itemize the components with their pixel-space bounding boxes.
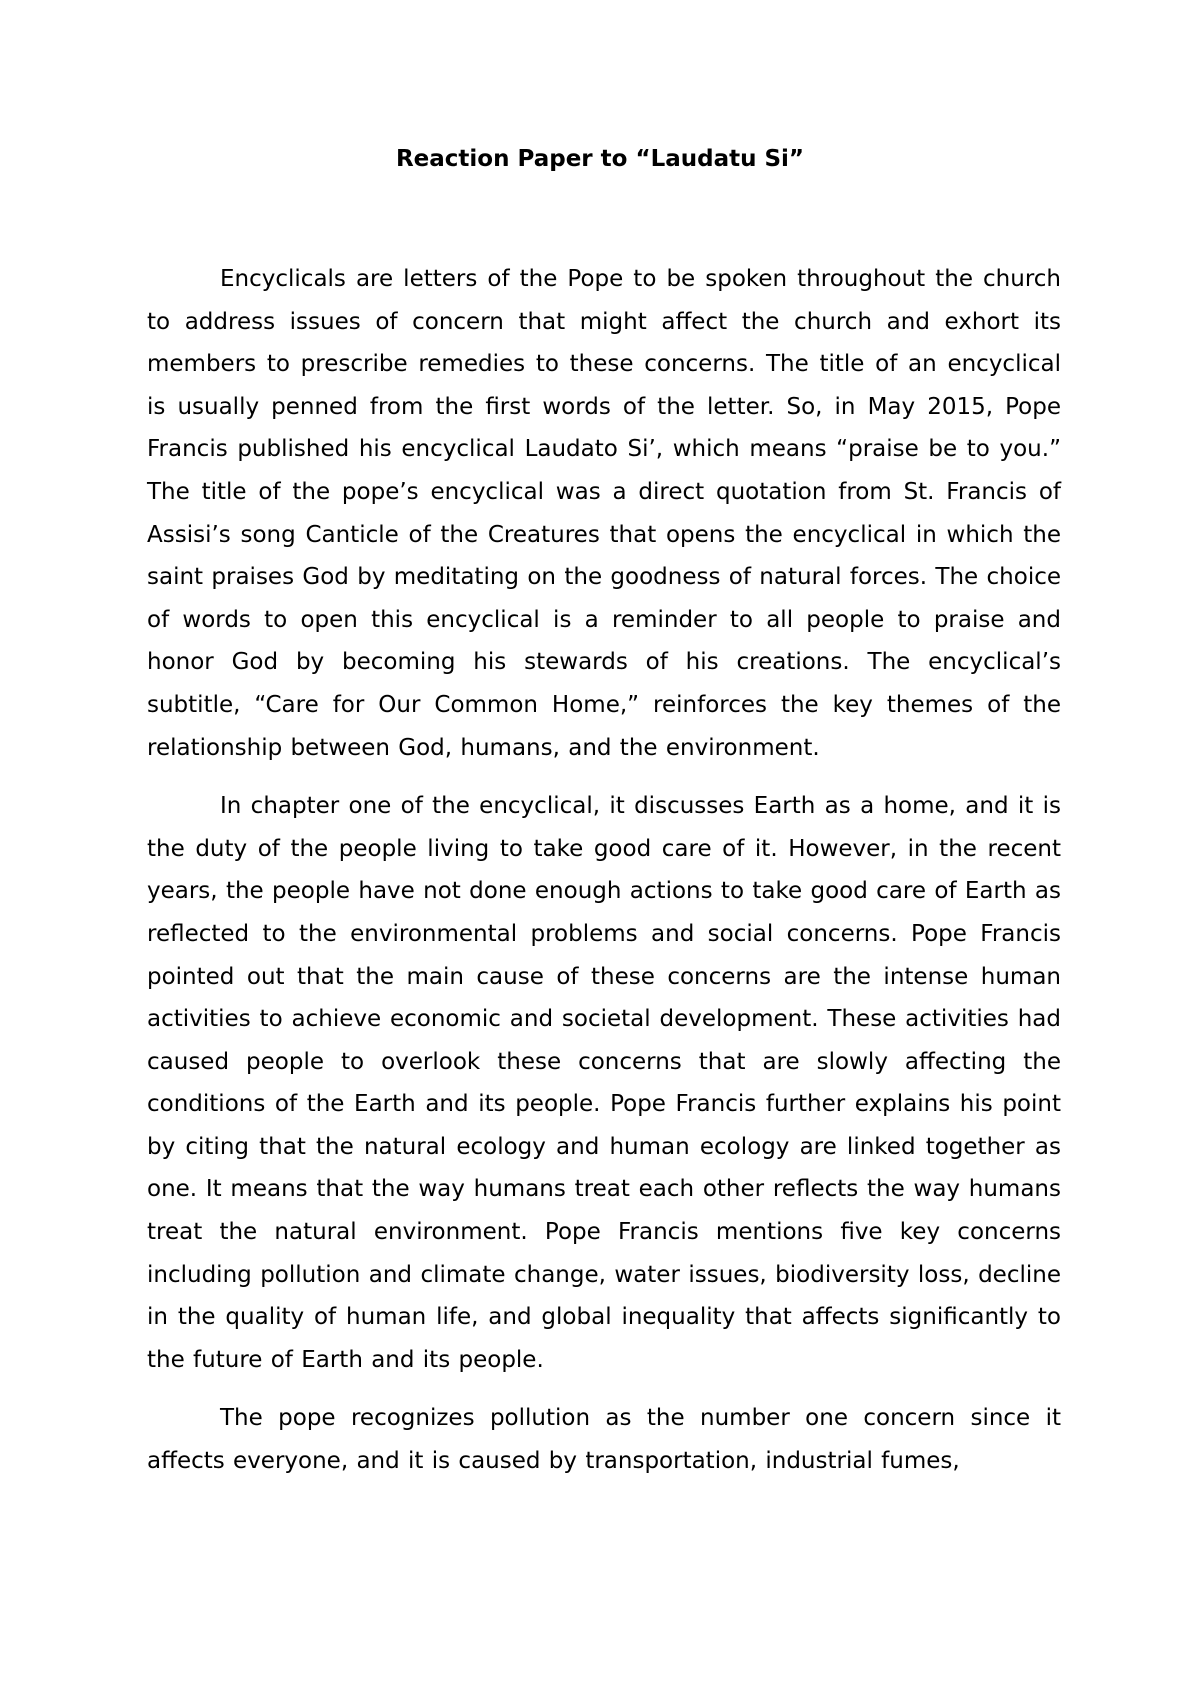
document-body [147, 258, 1061, 1499]
paragraph-encyclicals-intro: Encyclicals are letters of the Pope to be spoken throughout the church to address issues of concern that might affect the church and exhort its members to prescribe remedies to these concerns. The title of an encyclical is usually penned from the first words of the letter. So, in May 2015, Pope Francis published his encyclical Laudato Si’, which means “praise be to you.” The title of the pope’s encyclical was a direct quotation from St. Francis of Assisi’s song Canticle of the Creatures that opens the encyclical in which the saint praises God by meditating on the goodness of natural forces. The choice of words to open this encyclical is a reminder to all people to praise and honor God by becoming his stewards of his creations. The encyclical’s subtitle, “Care for Our Common Home,” reinforces the key themes of the relationship between God, humans, and the environment. [147, 266, 1061, 761]
paragraph-chapter-one: In chapter one of the encyclical, it discusses Earth as a home, and it is the duty of the people living to take good care of it. However, in the recent years, the people have not done enough actions to take good care of Earth as reflected to the environmental problems and social concerns. Pope Francis pointed out that the main cause of these concerns are the intense human activities to achieve economic and societal development. These activities had caused people to overlook these concerns that are slowly affecting the conditions of the Earth and its people. Pope Francis further explains his point by citing that the natural ecology and human ecology are linked together as one. It means that the way humans treat each other reflects the way humans treat the natural environment. Pope Francis mentions five key concerns including pollution and climate change, water issues, biodiversity loss, decline in the quality of human life, and global inequality that affects significantly to the future of Earth and its people. [147, 793, 1061, 1373]
paragraph-pollution: The pope recognizes pollution as the number one concern since it affects everyone, and it is caused by transportation, industrial fumes, [147, 1405, 1061, 1475]
document-title: Reaction Paper to “Laudatu Si” [395, 146, 805, 172]
